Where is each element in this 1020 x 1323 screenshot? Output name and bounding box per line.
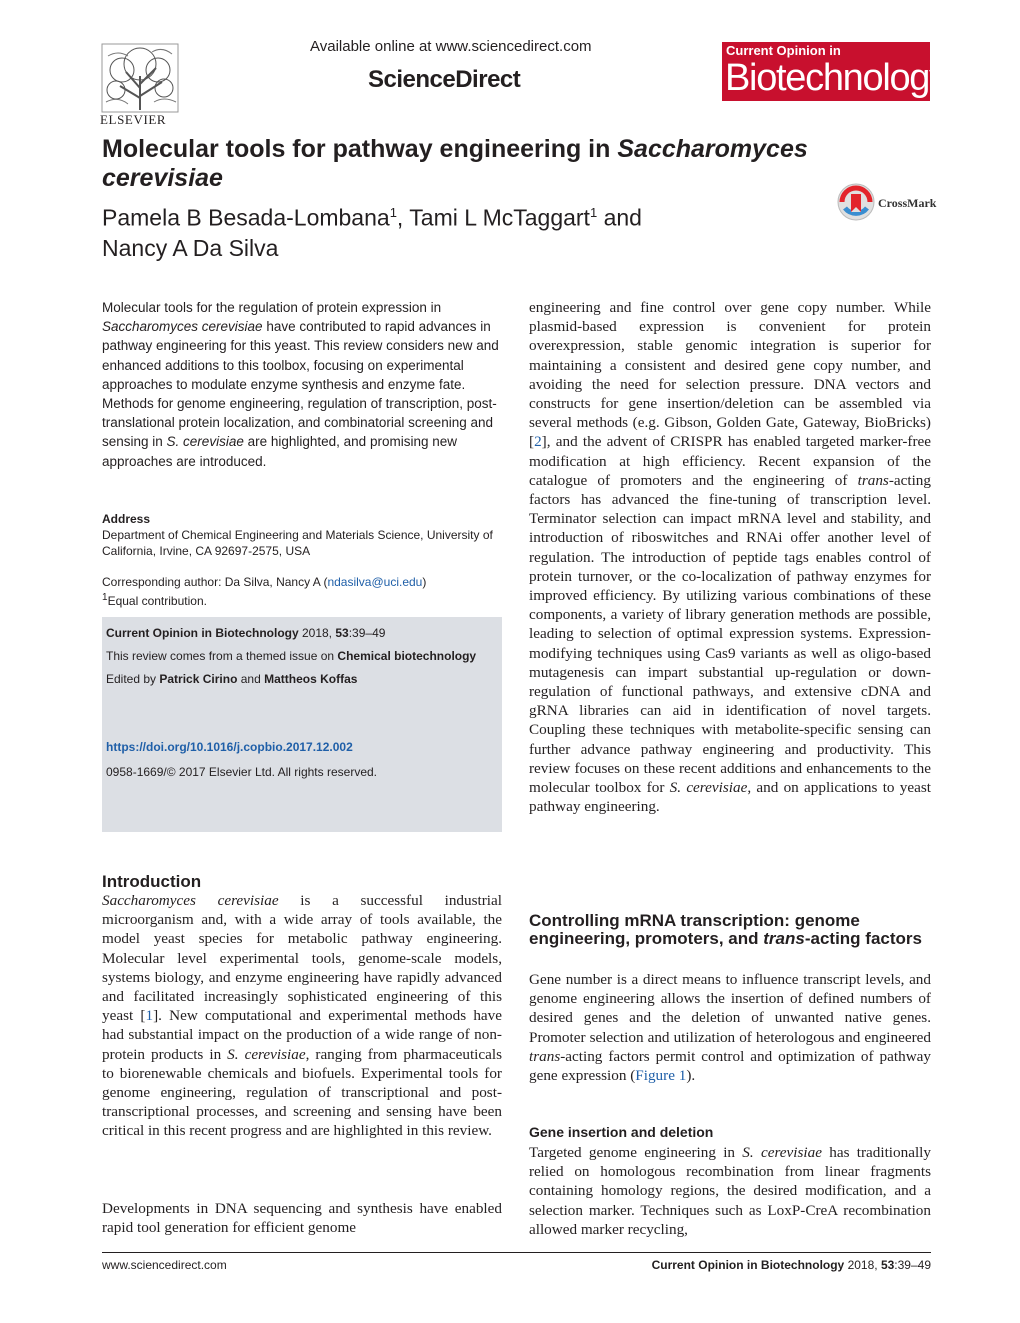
section-heading-trans: trans [763, 929, 805, 948]
info-volume: 53 [335, 626, 349, 640]
intro-text-1: is a successful industrial microorganism and, with a wide array of tools available, the model yeast species for metabolic pathway engineering. Molecular level experimental tools, genome-scale models, systems biology, and enzyme engineering have rapidly advanced and facilitated increasingly sophisticated engineering of this yeast [ [102, 892, 502, 1025]
info-citation [106, 626, 385, 640]
col2-text-1: engineering and fine control over gene copy number. While plasmid-based expression is convenient for protein overexpression, stable genomic integration is superior for maintaining a consistent and desired gene copy number, and avoiding the need for selection pressure. DNA vectors and constructs for gene insertion/deletion can be assembled via several methods (e.g. Gibson, Golden Gate, Gateway, BioBricks) [ [529, 299, 931, 451]
info-editor-1: Patrick Cirino [159, 672, 238, 686]
info-doi [106, 740, 353, 754]
col2-text-3: -acting factors has advanced the fine-tuning of transcription level. Terminator selection can impact mRNA level and stability, and introduction of riboswitches and RNAi offer another level of regulation. The introduction of peptide tags enables control of protein turnover, or the co-localization of pathway enzymes for improved efficiency. By utilizing various combinations of these components, a variety of library generation methods are possible, leading to selection of optimal expression systems. Expression-modifying techniques using Cas9 variants as well as oligo-based mutagenesis can impart substantial up-regulation or down-regulation of functional pathways, and extensive cDNA and gRNA libraries can aid in identification of novel targets. Coupling these techniques with metabolite-specific sensing can further advance pathway engineering and productivity. This review focuses on these recent additions and enhancements to the molecular toolbox for [529, 471, 931, 797]
author-1: Pamela B Besada-Lombana [102, 204, 390, 231]
info-editor-2: Mattheos Koffas [264, 672, 358, 686]
subsection-heading-gene: Gene insertion and deletion [529, 1124, 714, 1140]
introduction-heading: Introduction [102, 872, 202, 891]
address-text: Department of Chemical Engineering and Materials Science, University of California, Irvine, CA 92697-2575, USA [102, 528, 493, 558]
abstract-text-3: are highlighted, and promising new approaches are introduced. [102, 434, 457, 469]
footer-journal: Current Opinion in Biotechnology [651, 1258, 845, 1272]
col2-species: S. cerevisiae [669, 779, 748, 797]
abstract-species-1: Saccharomyces cerevisiae [102, 319, 263, 335]
author-3: Nancy A Da Silva [102, 234, 279, 261]
introduction-paragraph-1 [102, 891, 502, 1141]
footer-divider [102, 1252, 931, 1253]
title-species: Saccharomyces cerevisiae [102, 135, 808, 192]
figure-1-link[interactable]: Figure 1 [635, 1067, 687, 1085]
info-editors [106, 672, 357, 686]
doi-link[interactable]: https://doi.org/10.1016/j.copbio.2017.12.002 [106, 740, 353, 754]
sub-species: S. cerevisiae [742, 1144, 822, 1161]
info-themed-text: This review comes from a themed issue on [106, 649, 338, 663]
section-paragraph-mrna [529, 970, 931, 1085]
reference-2-link[interactable]: 2 [534, 433, 542, 451]
col2-text-2: ], and the advent of CRISPR has enabled targeted marker-free modification at high efficiency. Recent expansion of the catalogue of promoters and the engineering of [529, 433, 931, 489]
author-2: Tami L McTaggart [409, 204, 590, 231]
footer-volume: 53 [880, 1258, 895, 1272]
info-editors-and: and [237, 672, 265, 686]
section-trans: trans [529, 1047, 561, 1065]
sub-text-1: Targeted genome engineering in [529, 1144, 743, 1161]
abstract [102, 298, 502, 471]
section-heading-text-1: Controlling mRNA transcription: genome engineering, promoters, and [529, 911, 860, 948]
section-text-3: ). [686, 1067, 696, 1085]
info-year: 2018, [298, 626, 336, 640]
info-theme: Chemical biotechnology [337, 649, 477, 663]
section-heading-mrna [529, 912, 931, 948]
footer-citation [620, 1258, 931, 1272]
address-heading: Address [102, 512, 151, 526]
title-text: Molecular tools for pathway engineering in [102, 135, 618, 163]
corresponding-author [102, 574, 502, 609]
author-list [102, 198, 742, 263]
info-copyright: 0958-1669/© 2017 Elsevier Ltd. All rights reserved. [106, 765, 377, 779]
crossmark-icon[interactable] [836, 182, 876, 222]
footer-website[interactable]: www.sciencedirect.com [102, 1258, 227, 1272]
equal-contribution: Equal contribution. [107, 594, 207, 608]
intro-species-2: S. cerevisiae [227, 1045, 306, 1063]
intro-text-2: ]. New computational and experimental methods have had substantial impact on the production of a wide range of non-protein products in [102, 1007, 502, 1063]
sub-text-2: has traditionally relied on homologous recombination from linear fragments containing homology regions, the desired modification, and a selection marker. Techniques such as LoxP-CreA recombination allowed marker recycling, [529, 1144, 931, 1238]
equal-sup: 1 [102, 592, 108, 603]
abstract-species-2: S. cerevisiae [166, 434, 244, 450]
footer-year: 2018, [844, 1258, 881, 1272]
section-text-2: -acting factors permit control and optimization of pathway gene expression ( [529, 1047, 931, 1085]
corresponding-text: Corresponding author: Da Silva, Nancy A ( [102, 575, 328, 589]
journal-badge-top: Current Opinion in [726, 43, 841, 58]
column2-paragraph-1 [529, 298, 931, 816]
footer-pages: :39–49 [894, 1258, 931, 1272]
col2-trans: trans [857, 471, 889, 489]
intro-text-3: , ranging from pharmaceuticals to biorenewable chemicals and biofuels. Experimental tools for genome engineering, regulation of transcriptional and post-transcriptional processes, and screening and sensing have been critical in this recent progress and are highlighted in this review. [102, 1045, 502, 1140]
info-edited-text: Edited by [106, 672, 160, 686]
publisher-name: ELSEVIER [100, 112, 167, 127]
article-title [102, 135, 862, 193]
section-text-1: Gene number is a direct means to influence transcript levels, and genome engineering allows the insertion of defined numbers of desired genes and the deletion of unwanted native genes. Promoter selection and utilization of heterologous and engineered [529, 971, 931, 1046]
subsection-paragraph-gene [529, 1143, 931, 1239]
abstract-text-1: Molecular tools for the regulation of protein expression in [102, 300, 442, 315]
abstract-text-2: have contributed to rapid advances in pathway engineering for this yeast. This review considers new and enhanced additions to this toolbox, focusing on experimental approaches to modulate enzyme synthesis and enzyme fate. Methods for genome engineering, regulation of transcription, post-translational protein localization, and combinatorial screening and sensing in [102, 319, 499, 450]
sciencedirect-logo-text[interactable]: ScienceDirect [368, 66, 521, 93]
author-2-affil: 1 [589, 205, 598, 220]
journal-badge[interactable] [722, 42, 947, 101]
journal-badge-title: Biotechnology [725, 57, 947, 99]
article-info-box [102, 617, 502, 832]
author-sep: , [396, 204, 410, 231]
intro-species-1: Saccharomyces cerevisiae [102, 892, 279, 909]
email-link[interactable]: ndasilva@uci.edu [327, 575, 423, 589]
introduction-paragraph-2: Developments in DNA sequencing and synthesis have enabled rapid tool generation for efficient genome [102, 1200, 502, 1237]
section-heading-text-2: -acting factors [804, 929, 922, 948]
info-pages: :39–49 [348, 626, 386, 640]
crossmark-label[interactable]: CrossMark [878, 196, 937, 210]
reference-1-link[interactable]: 1 [145, 1007, 154, 1025]
info-journal: Current Opinion in Biotechnology [106, 626, 299, 640]
col2-text-4: , and on applications to yeast pathway engineering. [529, 779, 931, 816]
author-and: and [603, 204, 642, 231]
available-online-text: Available online at www.sciencedirect.com [310, 38, 592, 55]
info-themed [106, 649, 476, 663]
author-1-affil: 1 [389, 205, 397, 220]
corresponding-close: ) [422, 575, 427, 589]
